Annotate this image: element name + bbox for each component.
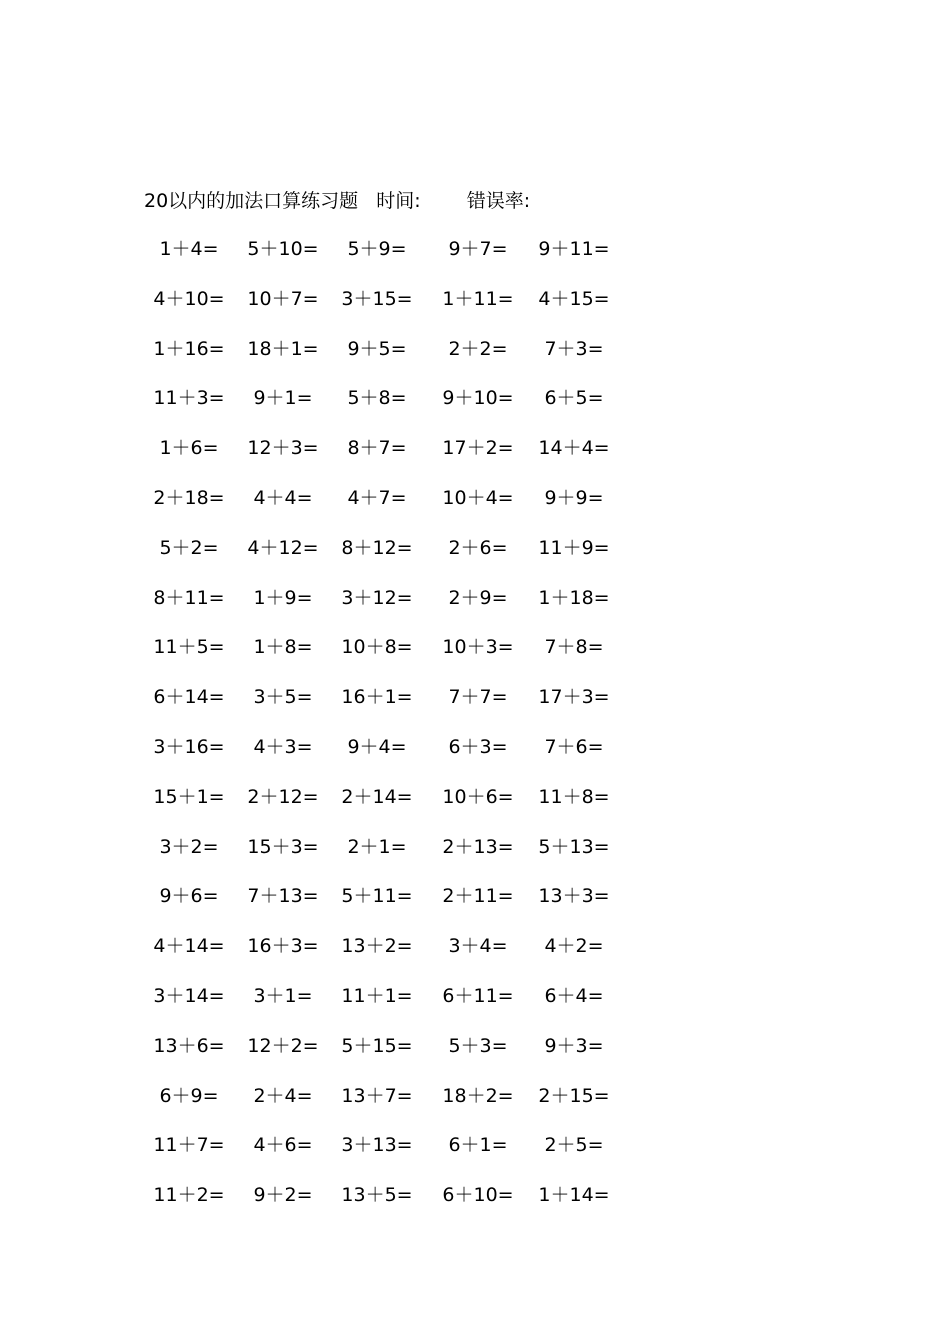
problem-item: 4＋4= xyxy=(253,486,313,509)
problem-item: 11＋1= xyxy=(341,984,413,1007)
problem-item: 11＋8= xyxy=(538,785,610,808)
problem-item: 4＋15= xyxy=(538,287,610,310)
problem-row xyxy=(144,1080,644,1130)
problem-item: 1＋9= xyxy=(253,586,313,609)
problem-item: 4＋14= xyxy=(153,935,225,958)
problem-row xyxy=(144,980,644,1030)
problem-item: 16＋1= xyxy=(341,686,413,709)
problem-item: 7＋6= xyxy=(544,735,604,758)
problem-item: 2＋14= xyxy=(341,785,413,808)
problem-item: 2＋18= xyxy=(153,486,225,509)
problem-row xyxy=(144,233,644,283)
problem-item: 11＋9= xyxy=(538,536,610,559)
problem-item: 6＋10= xyxy=(442,1184,514,1207)
problem-item: 3＋15= xyxy=(341,287,413,310)
worksheet-header xyxy=(144,186,530,216)
problem-item: 2＋2= xyxy=(448,337,508,360)
problem-item: 2＋5= xyxy=(544,1134,604,1157)
problem-row xyxy=(144,382,644,432)
problem-row xyxy=(144,532,644,582)
problem-item: 1＋14= xyxy=(538,1184,610,1207)
problem-item: 16＋3= xyxy=(247,935,319,958)
problem-item: 6＋1= xyxy=(448,1134,508,1157)
problem-item: 2＋15= xyxy=(538,1084,610,1107)
problem-item: 17＋2= xyxy=(442,437,514,460)
problem-item: 14＋4= xyxy=(538,437,610,460)
problem-row xyxy=(144,482,644,532)
problem-item: 9＋9= xyxy=(544,486,604,509)
problem-item: 12＋2= xyxy=(247,1034,319,1057)
problem-row xyxy=(144,681,644,731)
problem-item: 15＋1= xyxy=(153,785,225,808)
problem-row xyxy=(144,631,644,681)
problem-row xyxy=(144,1129,644,1179)
problem-item: 1＋18= xyxy=(538,586,610,609)
problem-row xyxy=(144,1030,644,1080)
problem-item: 2＋1= xyxy=(347,835,407,858)
problem-item: 4＋6= xyxy=(253,1134,313,1157)
problem-row xyxy=(144,432,644,482)
problem-item: 18＋1= xyxy=(247,337,319,360)
problem-item: 9＋6= xyxy=(159,885,219,908)
problem-item: 18＋2= xyxy=(442,1084,514,1107)
problem-item: 5＋11= xyxy=(341,885,413,908)
problem-row xyxy=(144,333,644,383)
problem-item: 9＋7= xyxy=(448,238,508,260)
problem-item: 7＋7= xyxy=(448,686,508,709)
problem-item: 6＋5= xyxy=(544,387,604,410)
problem-item: 3＋13= xyxy=(341,1134,413,1157)
problem-item: 3＋5= xyxy=(253,686,313,709)
problem-item: 10＋3= xyxy=(442,636,514,659)
problem-item: 6＋3= xyxy=(448,735,508,758)
problem-item: 3＋2= xyxy=(159,835,219,858)
problem-item: 6＋14= xyxy=(153,686,225,709)
problem-item: 15＋3= xyxy=(247,835,319,858)
error-rate-label: 错误率: xyxy=(466,190,531,212)
problem-item: 10＋7= xyxy=(247,287,319,310)
problem-item: 1＋4= xyxy=(159,238,219,260)
problem-item: 2＋11= xyxy=(442,885,514,908)
problem-item: 1＋8= xyxy=(253,636,313,659)
problem-item: 17＋3= xyxy=(538,686,610,709)
problem-item: 6＋9= xyxy=(159,1084,219,1107)
problem-item: 4＋12= xyxy=(247,536,319,559)
problem-item: 13＋2= xyxy=(341,935,413,958)
problem-item: 9＋11= xyxy=(538,238,610,260)
problem-item: 4＋3= xyxy=(253,735,313,758)
problem-item: 3＋14= xyxy=(153,984,225,1007)
problem-item: 2＋9= xyxy=(448,586,508,609)
problem-item: 11＋7= xyxy=(153,1134,225,1157)
problem-row xyxy=(144,731,644,781)
problem-item: 4＋10= xyxy=(153,287,225,310)
problem-row xyxy=(144,1179,644,1229)
problem-item: 5＋10= xyxy=(247,238,319,260)
problem-item: 12＋3= xyxy=(247,437,319,460)
problem-item: 2＋6= xyxy=(448,536,508,559)
problem-item: 2＋4= xyxy=(253,1084,313,1107)
problem-item: 11＋2= xyxy=(153,1184,225,1207)
problem-item: 10＋8= xyxy=(341,636,413,659)
problem-item: 2＋12= xyxy=(247,785,319,808)
problem-item: 8＋12= xyxy=(341,536,413,559)
worksheet-title: 20以内的加法口算练习题 xyxy=(144,190,359,212)
problem-item: 11＋5= xyxy=(153,636,225,659)
problem-item: 9＋4= xyxy=(347,735,407,758)
problem-item: 5＋8= xyxy=(347,387,407,410)
problem-item: 9＋1= xyxy=(253,387,313,410)
problem-item: 13＋3= xyxy=(538,885,610,908)
problem-item: 9＋5= xyxy=(347,337,407,360)
problem-item: 3＋1= xyxy=(253,984,313,1007)
problem-item: 13＋6= xyxy=(153,1034,225,1057)
problem-row xyxy=(144,283,644,333)
problem-item: 2＋13= xyxy=(442,835,514,858)
problem-item: 13＋7= xyxy=(341,1084,413,1107)
problem-item: 6＋4= xyxy=(544,984,604,1007)
problem-item: 3＋12= xyxy=(341,586,413,609)
problem-item: 6＋11= xyxy=(442,984,514,1007)
problem-item: 11＋3= xyxy=(153,387,225,410)
problem-item: 7＋8= xyxy=(544,636,604,659)
time-label: 时间: xyxy=(376,190,421,212)
problem-item: 5＋13= xyxy=(538,835,610,858)
problem-item: 1＋11= xyxy=(442,287,514,310)
problem-item: 4＋2= xyxy=(544,935,604,958)
problem-item: 10＋4= xyxy=(442,486,514,509)
problem-item: 3＋16= xyxy=(153,735,225,758)
problem-item: 7＋3= xyxy=(544,337,604,360)
problem-item: 9＋2= xyxy=(253,1184,313,1207)
problem-item: 8＋7= xyxy=(347,437,407,460)
problem-grid xyxy=(144,233,644,1229)
problem-item: 5＋2= xyxy=(159,536,219,559)
problem-item: 1＋6= xyxy=(159,437,219,460)
problem-item: 7＋13= xyxy=(247,885,319,908)
problem-item: 1＋16= xyxy=(153,337,225,360)
problem-row xyxy=(144,930,644,980)
problem-row xyxy=(144,880,644,930)
problem-item: 10＋6= xyxy=(442,785,514,808)
problem-item: 9＋3= xyxy=(544,1034,604,1057)
problem-row xyxy=(144,831,644,881)
problem-row xyxy=(144,582,644,632)
problem-item: 5＋15= xyxy=(341,1034,413,1057)
problem-item: 5＋9= xyxy=(347,238,407,260)
problem-item: 3＋4= xyxy=(448,935,508,958)
problem-row xyxy=(144,781,644,831)
problem-item: 4＋7= xyxy=(347,486,407,509)
problem-item: 5＋3= xyxy=(448,1034,508,1057)
problem-item: 8＋11= xyxy=(153,586,225,609)
problem-item: 13＋5= xyxy=(341,1184,413,1207)
problem-item: 9＋10= xyxy=(442,387,514,410)
